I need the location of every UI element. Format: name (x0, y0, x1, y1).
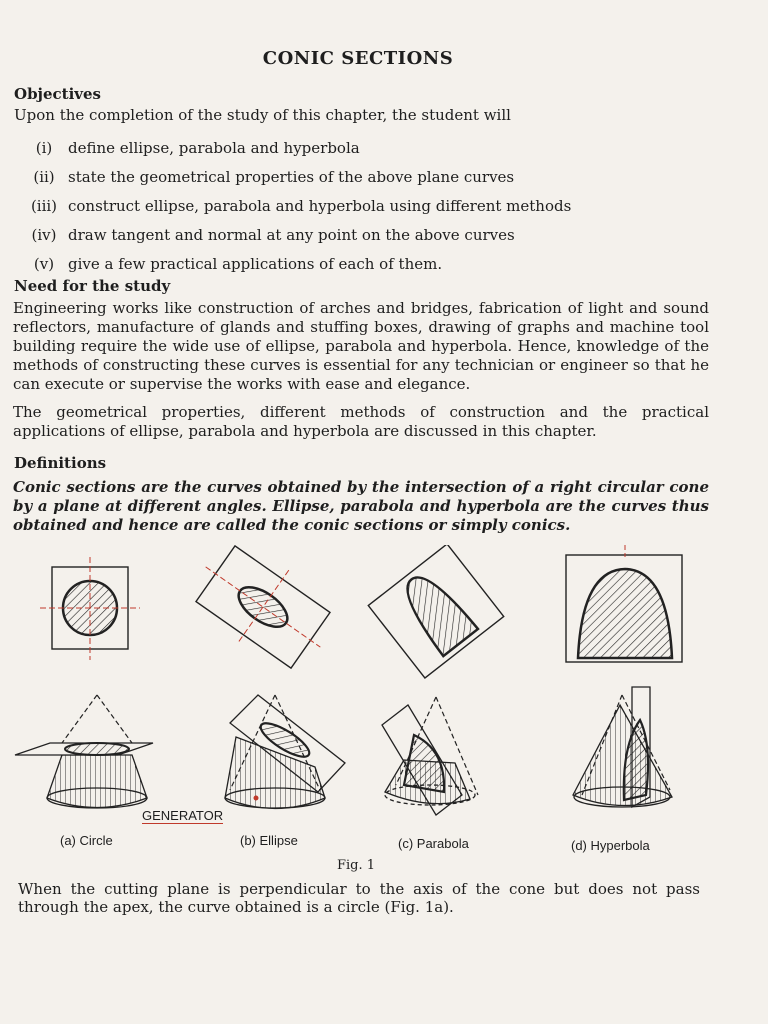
list-item-text: state the geometrical properties of the above plane curves (68, 167, 515, 186)
list-item-number: (iii) (30, 196, 58, 215)
circle-cone-diagram (15, 695, 153, 808)
list-item-text: construct ellipse, parabola and hyperbola using different methods (68, 196, 572, 215)
hyperbola-cone-diagram (573, 687, 672, 807)
page-title: CONIC SECTIONS (262, 48, 454, 69)
figure-label-parabola: (c) Parabola (398, 836, 469, 851)
list-item-text: define ellipse, parabola and hyperbola (68, 138, 360, 157)
closing-paragraph: When the cutting plane is perpendicular to the axis of the cone but does not pass through the apex, the curve obtained is a circle (Fig. 1a). (18, 880, 700, 916)
list-item (20, 191, 710, 220)
conic-sections-figure (0, 545, 768, 875)
parabola-cone-diagram (382, 697, 478, 815)
need-heading: Need for the study (14, 277, 171, 295)
ellipse-section-view (180, 545, 346, 684)
need-paragraph-2: The geometrical properties, different methods of construction and the practical applications of ellipse, parabola and hyperbola are discussed in this chapter. (13, 403, 709, 440)
objectives-heading: Objectives (14, 85, 101, 103)
list-item-number: (i) (35, 138, 53, 157)
list-item-number: (ii) (33, 167, 55, 186)
hyperbola-section-view (566, 545, 682, 662)
figure-label-circle: (a) Circle (60, 833, 113, 848)
definition-text: Conic sections are the curves obtained by the intersection of a right circular cone by a plane at different angles. Ellipse, parabola and hyperbola are the curves thus obtained and hence are called the conic sections or simply conics. (13, 478, 709, 534)
generator-label: GENERATOR (142, 808, 224, 823)
circle-section-view (40, 557, 140, 660)
list-item (20, 249, 710, 278)
objectives-intro: Upon the completion of the study of this chapter, the student will (14, 106, 511, 124)
parabola-section-view (368, 545, 503, 678)
ellipse-cone-diagram (225, 695, 345, 809)
list-item-number: (iv) (31, 225, 57, 244)
figure-label-ellipse: (b) Ellipse (240, 833, 298, 848)
definitions-heading: Definitions (14, 454, 107, 472)
list-item (20, 162, 710, 191)
list-item-text: give a few practical applications of each of them. (68, 254, 443, 273)
need-paragraph-1: Engineering works like construction of arches and bridges, fabrication of light and sound reflectors, manufacture of glands and stuffing boxes, drawing of graphs and machine tool building require the wide use of ellipse, parabola and hyperbola. Hence, knowledge of the methods of constructing these curves is essential for any technician or engineer so that he can execute or supervise the works with ease and elegance. (13, 299, 709, 393)
list-item (20, 133, 710, 162)
figure-caption: Fig. 1 (336, 858, 376, 873)
list-item (20, 220, 710, 249)
list-item-text: draw tangent and normal at any point on the above curves (68, 225, 515, 244)
conic-sections-illustration (0, 545, 768, 875)
list-item-number: (v) (33, 254, 55, 273)
objectives-list (20, 133, 710, 278)
figure-label-hyperbola: (d) Hyperbola (571, 838, 650, 853)
